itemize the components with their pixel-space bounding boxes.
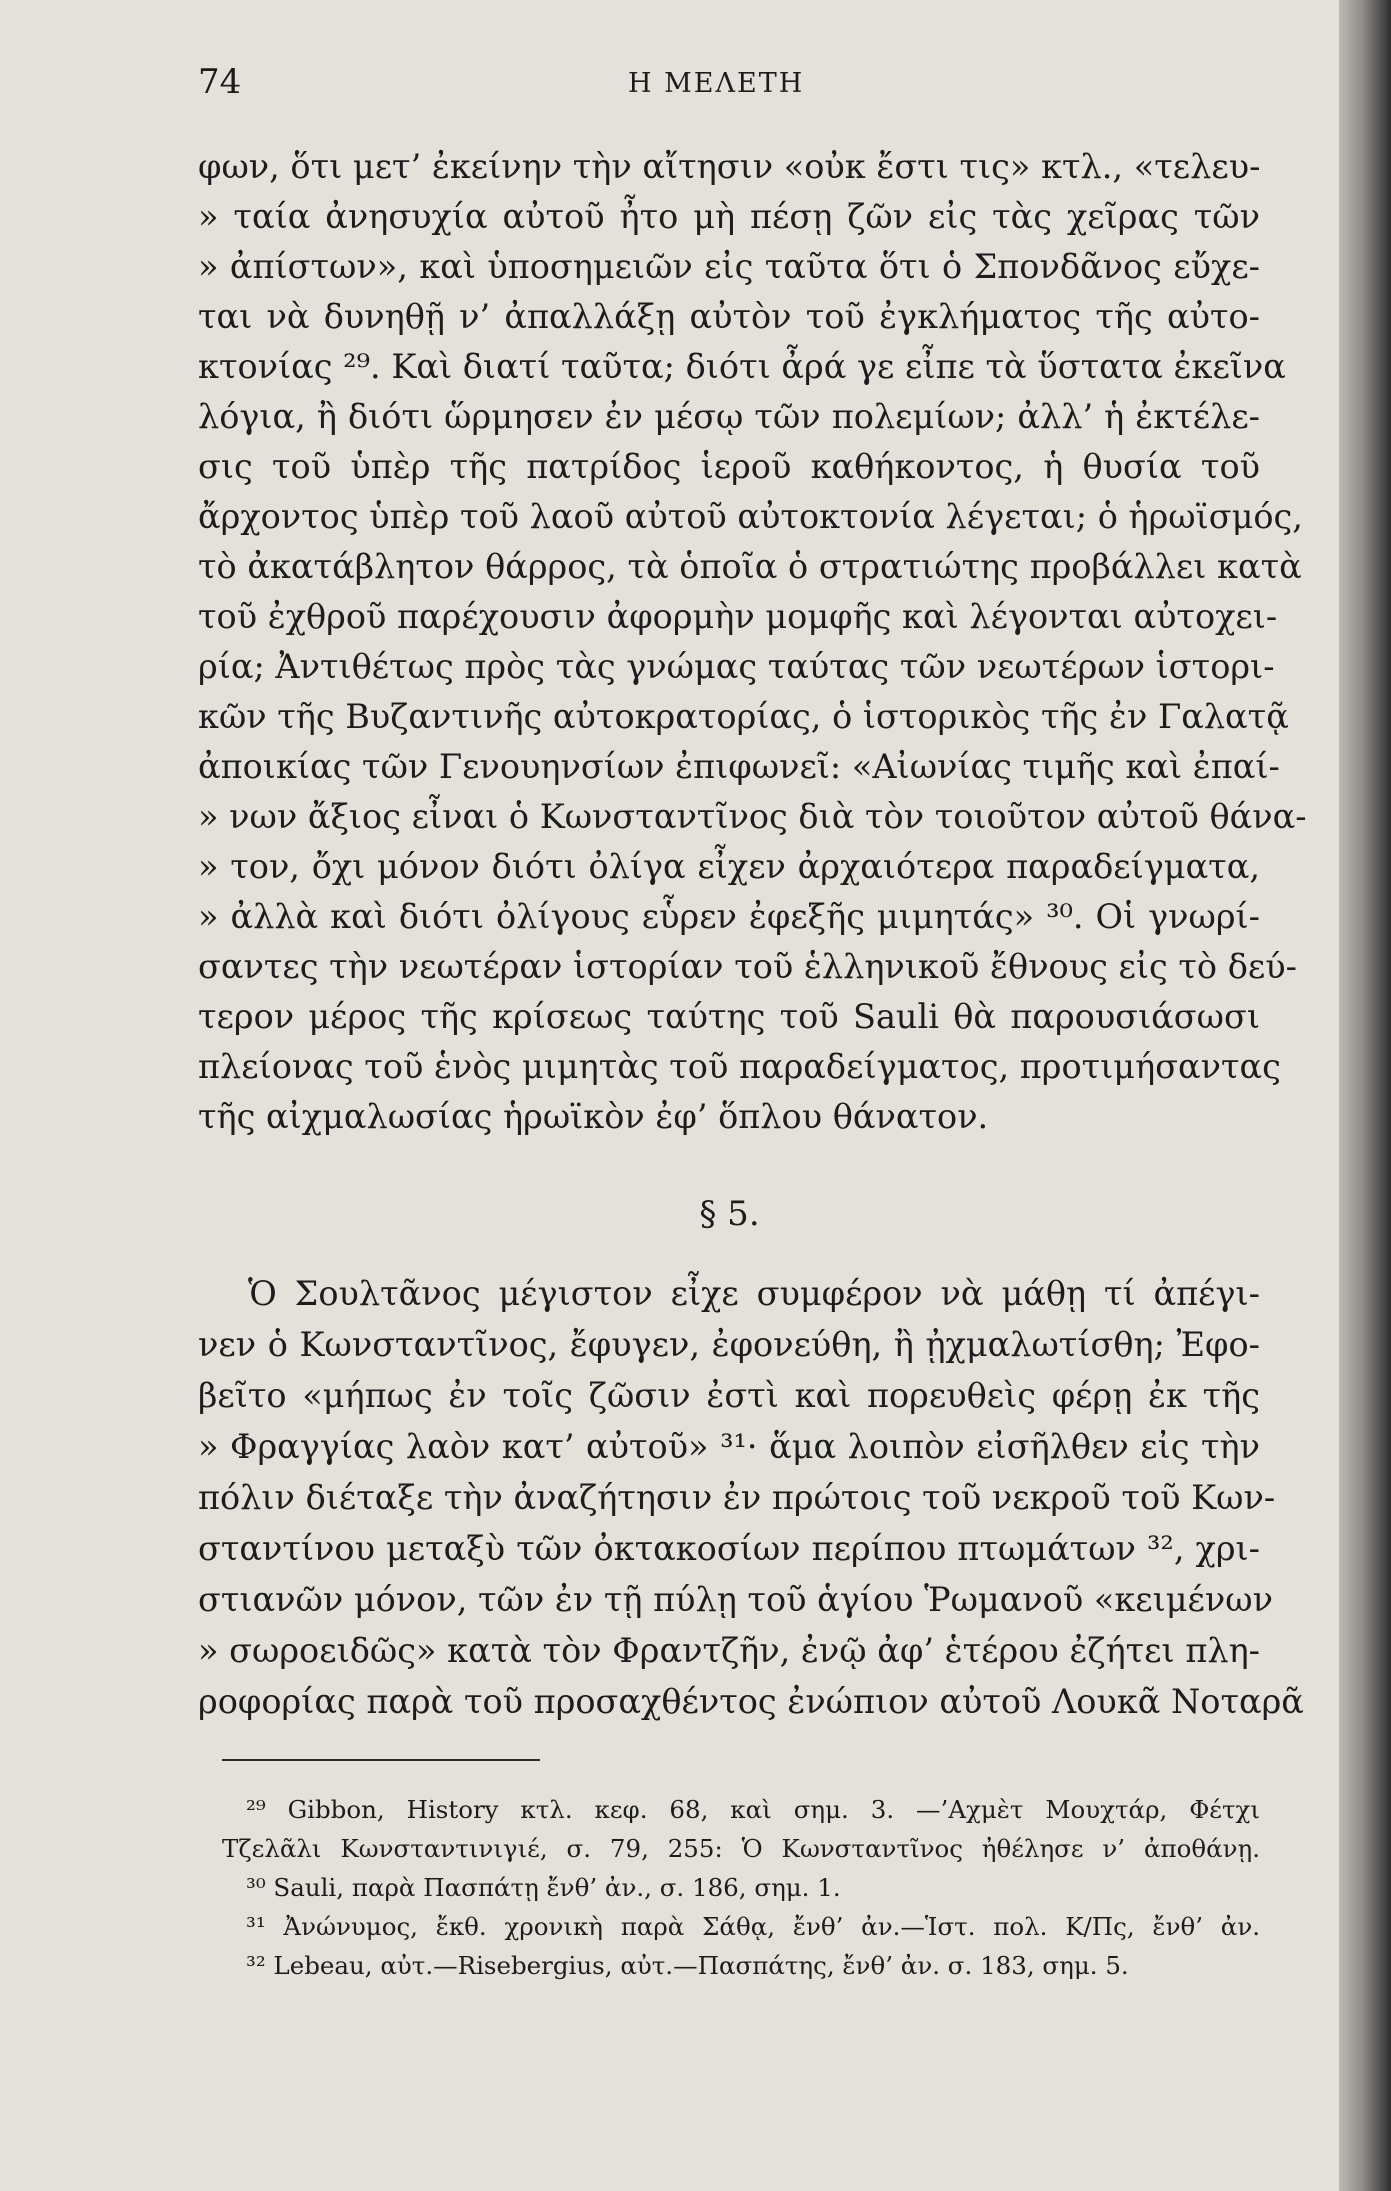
- text-line: τὸ ἀκατάβλητον θάρρος, τὰ ὁποῖα ὁ στρατιώτης προβάλλει κατὰ: [198, 547, 1302, 586]
- text-line: τῆς αἰχμαλωσίας ἡρωϊκὸν ἐφ’ ὅπλου θάνατον.: [198, 1097, 989, 1136]
- text-line: τερον μέρος τῆς κρίσεως ταύτης τοῦ Sauli θὰ παρουσιάσωσι: [198, 997, 1260, 1036]
- running-head: Η ΜΕΛΕΤΗ: [628, 68, 805, 99]
- text-line: νεν ὁ Κωνσταντῖνος, ἔφυγεν, ἐφονεύθη, ἢ ᾐχμαλωτίσθη; Ἐφο-: [198, 1325, 1260, 1364]
- text-line: ἀποικίας τῶν Γενουηνσίων ἐπιφωνεῖ: «Αἰωνίας τιμῆς καὶ ἐπαί-: [198, 747, 1280, 786]
- footnote-divider: [222, 1759, 540, 1761]
- text-line: Ὁ Σουλτᾶνος μέγιστον εἶχε συμφέρον νὰ μάθῃ τί ἀπέγι-: [248, 1274, 1260, 1313]
- text-line: » ἀλλὰ καὶ διότι ὀλίγους εὗρεν ἐφεξῆς μιμητάς» ³⁰. Οἱ γνωρί-: [198, 897, 1260, 936]
- text-line: » ταία ἀνησυχία αὐτοῦ ἦτο μὴ πέσῃ ζῶν εἰς τὰς χεῖρας τῶν: [198, 197, 1260, 236]
- text-line: κτονίας ²⁹. Καὶ διατί ταῦτα; διότι ἆρά γε εἶπε τὰ ὕστατα ἐκεῖνα: [198, 347, 1286, 386]
- footnotes: [222, 1790, 1260, 1985]
- text-line: τοῦ ἐχθροῦ παρέχουσιν ἀφορμὴν μομφῆς καὶ λέγονται αὐτοχει-: [198, 597, 1278, 636]
- page-header: [198, 62, 1258, 112]
- text-line: » Φραγγίας λαὸν κατ’ αὐτοῦ» ³¹· ἅμα λοιπὸν εἰσῆλθεν εἰς τὴν: [198, 1427, 1260, 1466]
- text-line: » νων ἄξιος εἶναι ὁ Κωνσταντῖνος διὰ τὸν τοιοῦτον αὐτοῦ θάνα-: [198, 797, 1307, 836]
- text-line: πόλιν διέταξε τὴν ἀναζήτησιν ἐν πρώτοις τοῦ νεκροῦ τοῦ Κων-: [198, 1478, 1276, 1517]
- text-line: ρία; Ἀντιθέτως πρὸς τὰς γνώμας ταύτας τῶν νεωτέρων ἱστορι-: [198, 647, 1275, 686]
- text-line: ροφορίας παρὰ τοῦ προσαχθέντος ἐνώπιον αὐτοῦ Λουκᾶ Νοταρᾶ: [198, 1682, 1304, 1721]
- footnote-line: Τζελᾶλι Κωνσταντινιγιέ, σ. 79, 255: Ὁ Κωνσταντῖνος ἠθέλησε ν’ ἀποθάνῃ.: [222, 1834, 1260, 1863]
- page-number: 74: [198, 62, 242, 102]
- text-line: στιανῶν μόνον, τῶν ἐν τῇ πύλῃ τοῦ ἁγίου Ῥωμανοῦ «κειμένων: [198, 1580, 1273, 1619]
- text-line: σαντες τὴν νεωτέραν ἱστορίαν τοῦ ἑλληνικοῦ ἔθνους εἰς τὸ δεύ-: [198, 947, 1297, 986]
- text-line: πλείονας τοῦ ἑνὸς μιμητὰς τοῦ παραδείγματος, προτιμήσαντας: [198, 1047, 1281, 1086]
- section-heading: § 5.: [699, 1194, 760, 1234]
- text-line: σταντίνου μεταξὺ τῶν ὀκτακοσίων περίπου πτωμάτων ³², χρι-: [198, 1529, 1260, 1568]
- text-line: » ἀπίστων», καὶ ὑποσημειῶν εἰς ταῦτα ὅτι ὁ Σπονδᾶνος εὔχε-: [198, 247, 1260, 286]
- page-edge-shadow: [1339, 0, 1391, 2191]
- text-line: κῶν τῆς Βυζαντινῆς αὐτοκρατορίας, ὁ ἱστορικὸς τῆς ἐν Γαλατᾷ: [198, 697, 1289, 736]
- text-line: » σωροειδῶς» κατὰ τὸν Φραντζῆν, ἐνῷ ἀφ’ ἑτέρου ἐζήτει πλη-: [198, 1631, 1260, 1670]
- paragraph-1: [198, 142, 1307, 1142]
- text-line: σις τοῦ ὑπὲρ τῆς πατρίδος ἱεροῦ καθήκοντος, ἡ θυσία τοῦ: [198, 447, 1260, 486]
- footnote-line: ³¹ Ἀνώνυμος, ἔκθ. χρονικὴ παρὰ Σάθᾳ, ἔνθ’ ἀν.—Ἱστ. πολ. Κ/Πς, ἔνθ’ ἀν.: [246, 1912, 1260, 1941]
- text-line: βεῖτο «μήπως ἐν τοῖς ζῶσιν ἐστὶ καὶ πορευθεὶς φέρῃ ἐκ τῆς: [198, 1376, 1260, 1415]
- text-line: ἄρχοντος ὑπὲρ τοῦ λαοῦ αὐτοῦ αὐτοκτονία λέγεται; ὁ ἡρωϊσμός,: [198, 497, 1303, 536]
- text-line: φων, ὅτι μετ’ ἐκείνην τὴν αἴτησιν «οὐκ ἔστι τις» κτλ., «τελευ-: [198, 147, 1261, 186]
- footnote-line: ²⁹ Gibbon, History κτλ. κεφ. 68, καὶ σημ. 3. —’Αχμὲτ Μουχτάρ, Φέτχι: [246, 1795, 1260, 1824]
- footnote-line: ³⁰ Sauli, παρὰ Πασπάτῃ ἔνθ’ ἀν., σ. 186, σημ. 1.: [246, 1873, 841, 1902]
- text-line: λόγια, ἢ διότι ὥρμησεν ἐν μέσῳ τῶν πολεμίων; ἀλλ’ ἡ ἐκτέλε-: [198, 397, 1260, 436]
- footnote-line: ³² Lebeau, αὐτ.—Risebergius, αὐτ.—Πασπάτης, ἔνθ’ ἀν. σ. 183, σημ. 5.: [246, 1951, 1129, 1980]
- text-line: » τον, ὄχι μόνον διότι ὀλίγα εἶχεν ἀρχαιότερα παραδείγματα,: [198, 847, 1260, 886]
- text-line: ται νὰ δυνηθῇ ν’ ἀπαλλάξῃ αὐτὸν τοῦ ἐγκλήματος τῆς αὐτο-: [198, 297, 1260, 336]
- paragraph-2: [198, 1268, 1304, 1727]
